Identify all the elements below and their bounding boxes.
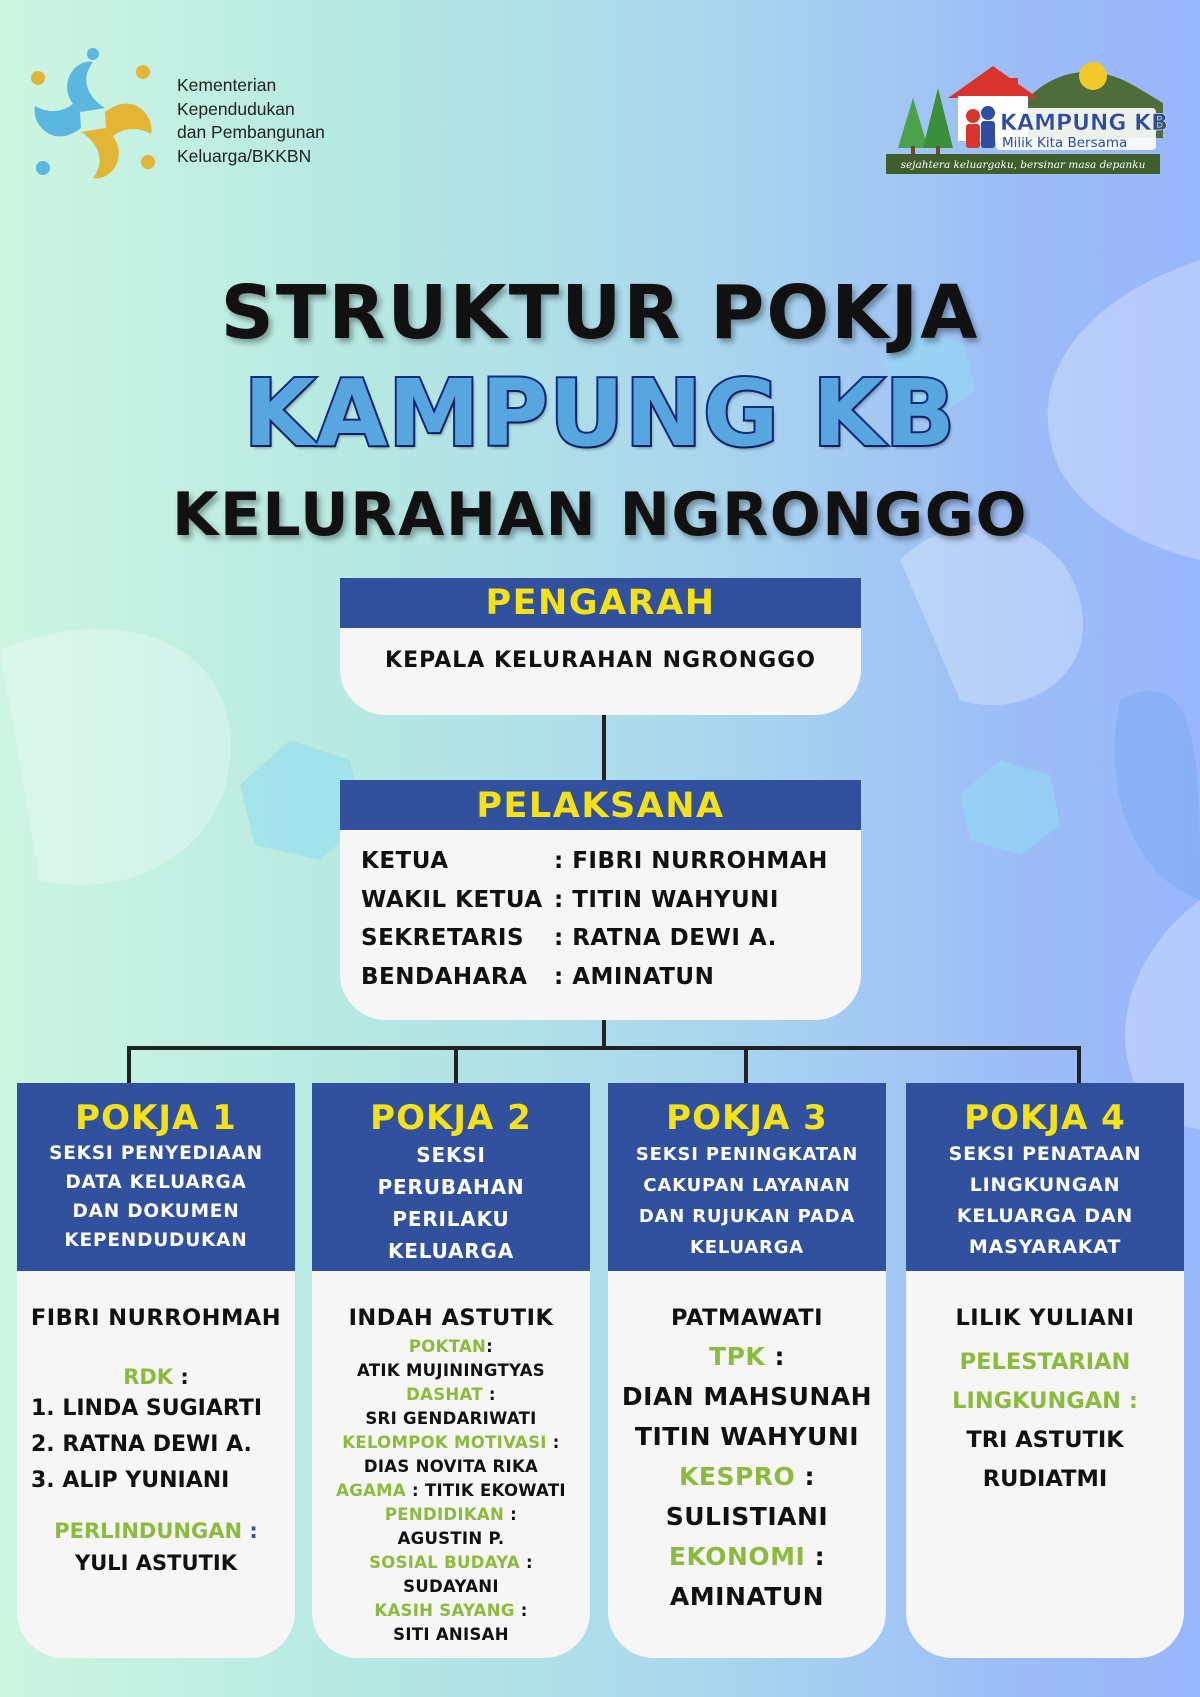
rdk-members (17, 1391, 295, 1499)
pengarah-heading: PENGARAH (485, 583, 716, 623)
list-item: 1. LINDA SUGIARTI (31, 1396, 263, 1421)
pokja-2-body (312, 1305, 590, 1647)
pokja-2-section: SEKSI PERUBAHAN PERILAKU KELUARGA (377, 1143, 525, 1263)
group-label: KESPRO : (679, 1462, 815, 1491)
pokja-1-lead: FIBRI NURROHMAH (30, 1305, 282, 1331)
group-label: EKONOMI : (668, 1542, 826, 1571)
group-label: KELOMPOK MOTIVASI : (342, 1433, 560, 1452)
group-label: KASIH SAYANG : (374, 1601, 528, 1620)
pelaksana-header (340, 780, 861, 830)
group-list (906, 1343, 1184, 1499)
group-list (312, 1335, 590, 1647)
pokja-3-body (608, 1305, 886, 1617)
pokja-1-section: SEKSI PENYEDIAAN DATA KELUARGA DAN DOKUMEN KEPENDUDUKAN (49, 1143, 263, 1251)
title-line-1: STRUKTUR POKJA (220, 270, 980, 356)
pokja-3-header (608, 1083, 886, 1271)
group-inline: AGAMA : TITIK EKOWATI (336, 1481, 566, 1500)
pelaksana-row: WAKIL KETUA : TITIN WAHYUNI (361, 886, 779, 913)
pokja-4-box (906, 1083, 1184, 1658)
pokja-4-lead: LILIK YULIANI (955, 1305, 1135, 1331)
pokja-4-header (906, 1083, 1184, 1271)
pokja-2-box (312, 1083, 590, 1658)
group-label: PENDIDIKAN : (384, 1505, 518, 1524)
pelaksana-box (340, 780, 861, 1020)
group-name: DIAS NOVITA RIKA (363, 1457, 539, 1476)
title-line-3: KELURAHAN NGRONGGO (171, 480, 1029, 550)
pokja-1-box (17, 1083, 295, 1658)
pelaksana-list (361, 848, 861, 1002)
list-item: 2. RATNA DEWI A. (31, 1432, 252, 1457)
group-label: SOSIAL BUDAYA : (369, 1553, 533, 1572)
group-label: LINGKUNGAN : (952, 1388, 1138, 1414)
pengarah-header (340, 578, 861, 628)
kampung-kb-logo-subtitle: Milik Kita Bersama (1002, 135, 1128, 151)
kampung-kb-logo-tagline: sejahtera keluargaku, bersinar masa depanku (900, 159, 1146, 171)
title-line-2: KAMPUNG KB (243, 360, 957, 467)
group-name: DIAN MAHSUNAH (621, 1382, 873, 1411)
kampung-kb-logo-title: KAMPUNG KB (1000, 111, 1168, 136)
pokja-2-title: POKJA 2 (370, 1098, 532, 1138)
group-name: SRI GENDARIWATI (365, 1409, 537, 1428)
group-name: RUDIATMI (982, 1466, 1108, 1492)
group-label: DASHAT : (406, 1385, 496, 1404)
perlindungan-name: YULI ASTUTIK (75, 1551, 237, 1575)
pengarah-name: KEPALA KELURAHAN NGRONGGO (385, 648, 816, 673)
perlindungan-label: PERLINDUNGAN : (54, 1519, 258, 1543)
group-name: SITI ANISAH (393, 1625, 509, 1644)
group-name: TITIN WAHYUNI (634, 1422, 860, 1451)
pelaksana-row: KETUA : FIBRI NURROHMAH (361, 848, 828, 874)
pokja-3-box (608, 1083, 886, 1658)
pokja-3-title: POKJA 3 (666, 1098, 828, 1138)
org-name: Kementerian Kependudukan dan Pembangunan Keluarga/BKKBN (177, 75, 325, 166)
pokja-2-header (312, 1083, 590, 1271)
group-label: POKTAN: (408, 1337, 494, 1356)
pokja-1-title: POKJA 1 (75, 1098, 237, 1138)
group-name: SULISTIANI (665, 1502, 829, 1531)
list-item: 3. ALIP YUNIANI (31, 1468, 230, 1493)
group-label: TPK : (709, 1342, 785, 1371)
pokja-4-body (906, 1305, 1184, 1499)
group-name: TRI ASTUTIK (966, 1427, 1124, 1453)
pelaksana-row: SEKRETARIS : RATNA DEWI A. (361, 925, 777, 951)
rdk-label: RDK : (123, 1365, 189, 1389)
group-name: ATIK MUJININGTYAS (357, 1361, 545, 1380)
group-list (608, 1337, 886, 1617)
pokja-1-header (17, 1083, 295, 1271)
group-label: PELESTARIAN (959, 1349, 1131, 1375)
pelaksana-row: BENDAHARA : AMINATUN (361, 963, 715, 990)
pokja-1-body (17, 1305, 295, 1575)
pengarah-box (340, 578, 861, 715)
pokja-2-lead: INDAH ASTUTIK (348, 1305, 554, 1331)
pokja-4-title: POKJA 4 (964, 1098, 1126, 1138)
pokja-3-lead: PATMAWATI (671, 1305, 823, 1331)
pelaksana-heading: PELAKSANA (476, 786, 725, 826)
group-name: AGUSTIN P. (397, 1529, 505, 1548)
group-name: SUDAYANI (403, 1577, 499, 1596)
pokja-4-section: SEKSI PENATAAN LINGKUNGAN KELUARGA DAN MASYARAKAT (948, 1143, 1142, 1258)
group-name: AMINATUN (669, 1582, 825, 1611)
pokja-3-section: SEKSI PENINGKATAN CAKUPAN LAYANAN DAN RUJUKAN PADA KELUARGA (635, 1144, 859, 1258)
